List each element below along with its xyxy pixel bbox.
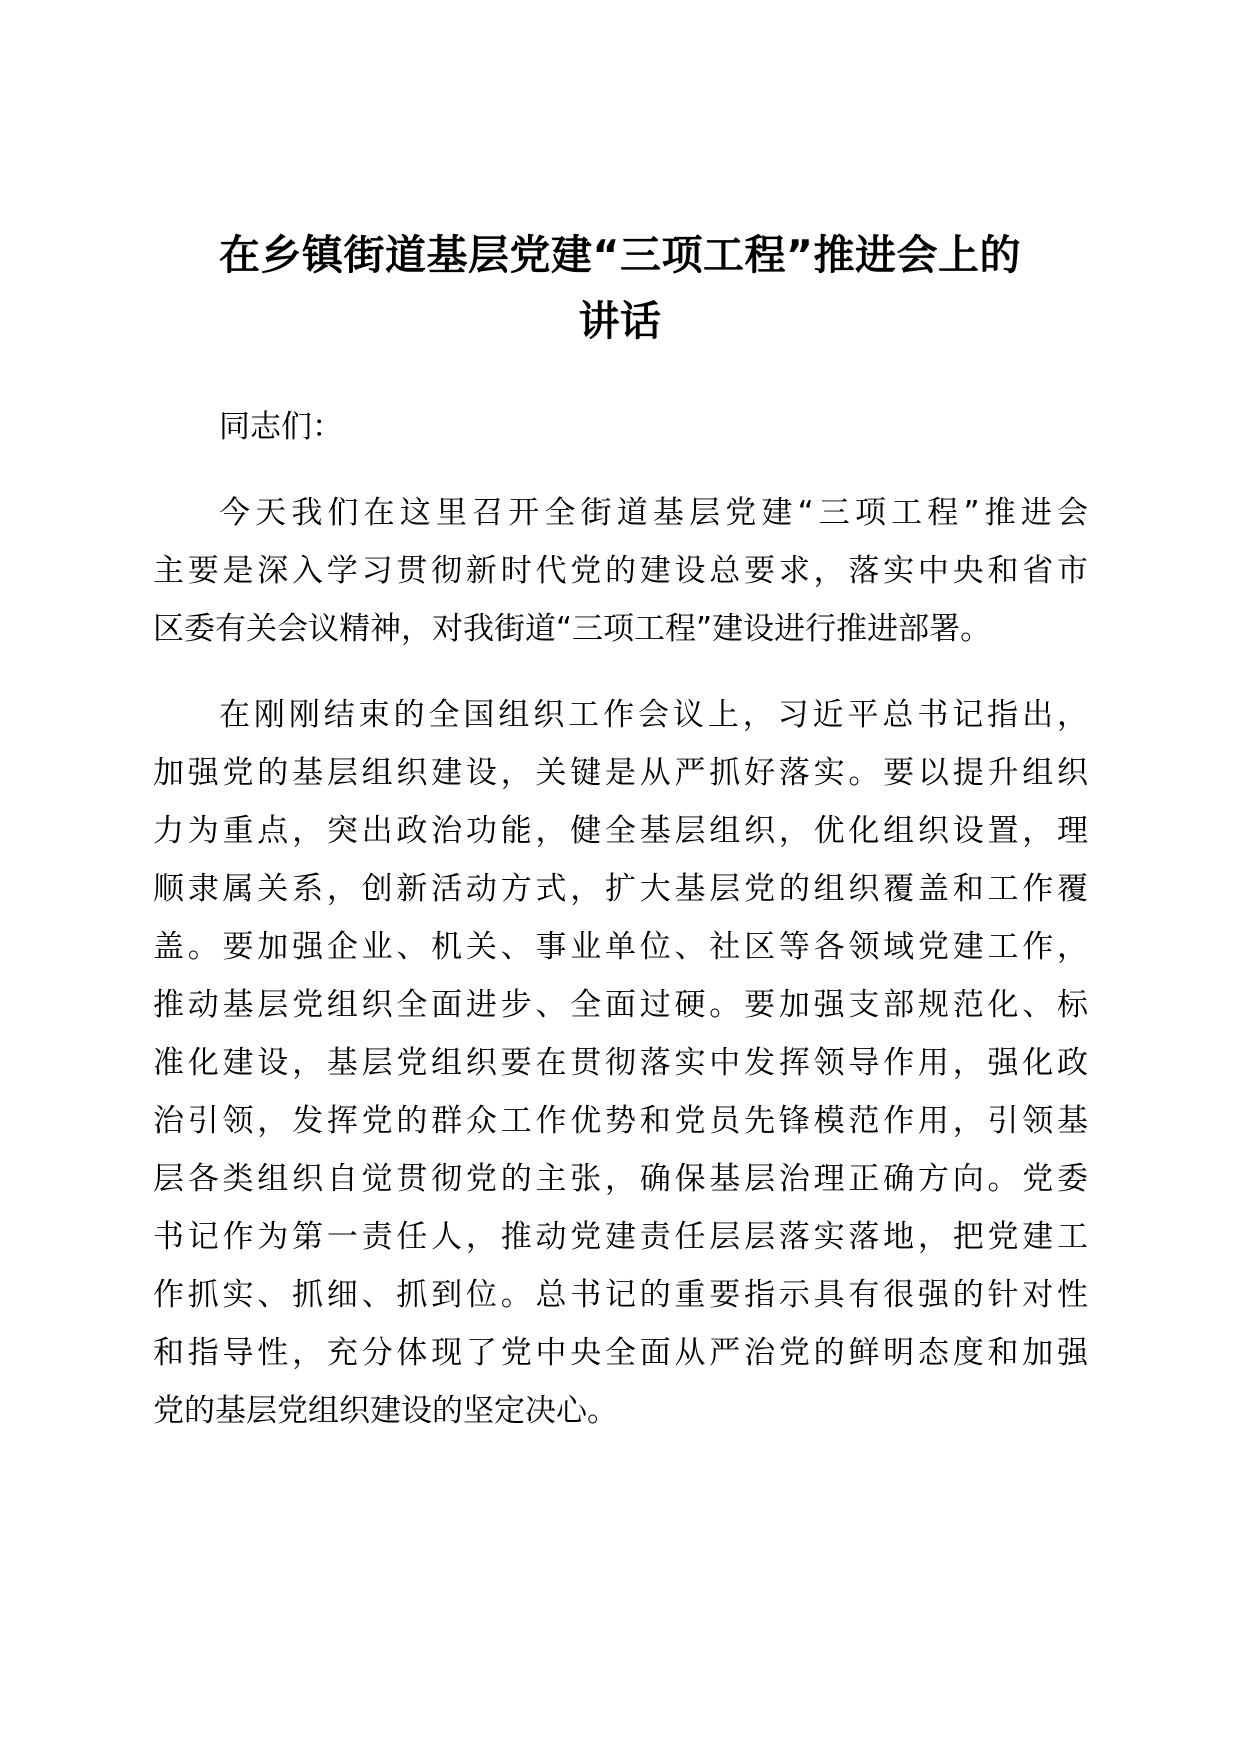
paragraph-line: 力为重点，突出政治功能，健全基层组织，优化组织设置，理 [153,813,1088,849]
paragraph-line: 书记作为第一责任人，推动党建责任层层落实落地，把党建工 [153,1219,1088,1255]
paragraph-2 [153,686,1088,1440]
salutation: 同志们： [219,409,343,445]
title-line-2: 讲话 [578,297,662,345]
title-line-1: 在乡镇街道基层党建“三项工程”推进会上的 [219,231,1021,279]
paragraph-line: 主要是深入学习贯彻新时代党的建设总要求，落实中央和省市 [153,553,1088,589]
paragraph-line: 治引领，发挥党的群众工作优势和党员先锋模范作用，引领基 [153,1103,1088,1139]
paragraph-line: 党的基层党组织建设的坚定决心。 [153,1393,618,1429]
paragraph-line: 顺隶属关系，创新活动方式，扩大基层党的组织覆盖和工作覆 [153,871,1088,907]
paragraph-line: 准化建设，基层党组织要在贯彻落实中发挥领导作用，强化政 [153,1045,1088,1081]
document-body [153,398,1088,1468]
paragraph-line: 盖。要加强企业、机关、事业单位、社区等各领域党建工作， [153,929,1088,965]
paragraph-line: 层各类组织自觉贯彻党的主张，确保基层治理正确方向。党委 [153,1161,1088,1197]
paragraph-line: 今天我们在这里召开全街道基层党建“三项工程”推进会 [219,495,1088,531]
paragraph-line: 加强党的基层组织建设，关键是从严抓好落实。要以提升组织 [153,755,1088,791]
paragraph-line: 推动基层党组织全面进步、全面过硬。要加强支部规范化、标 [153,987,1088,1023]
paragraph-line: 区委有关会议精神，对我街道“三项工程”建设进行推进部署。 [153,611,992,647]
paragraph-line: 和指导性，充分体现了党中央全面从严治党的鲜明态度和加强 [153,1335,1088,1371]
paragraph-line: 作抓实、抓细、抓到位。总书记的重要指示具有很强的针对性 [153,1277,1088,1313]
document-title [140,222,1100,354]
paragraph-line: 在刚刚结束的全国组织工作会议上，习近平总书记指出， [219,697,1088,733]
paragraph-1 [153,484,1088,658]
